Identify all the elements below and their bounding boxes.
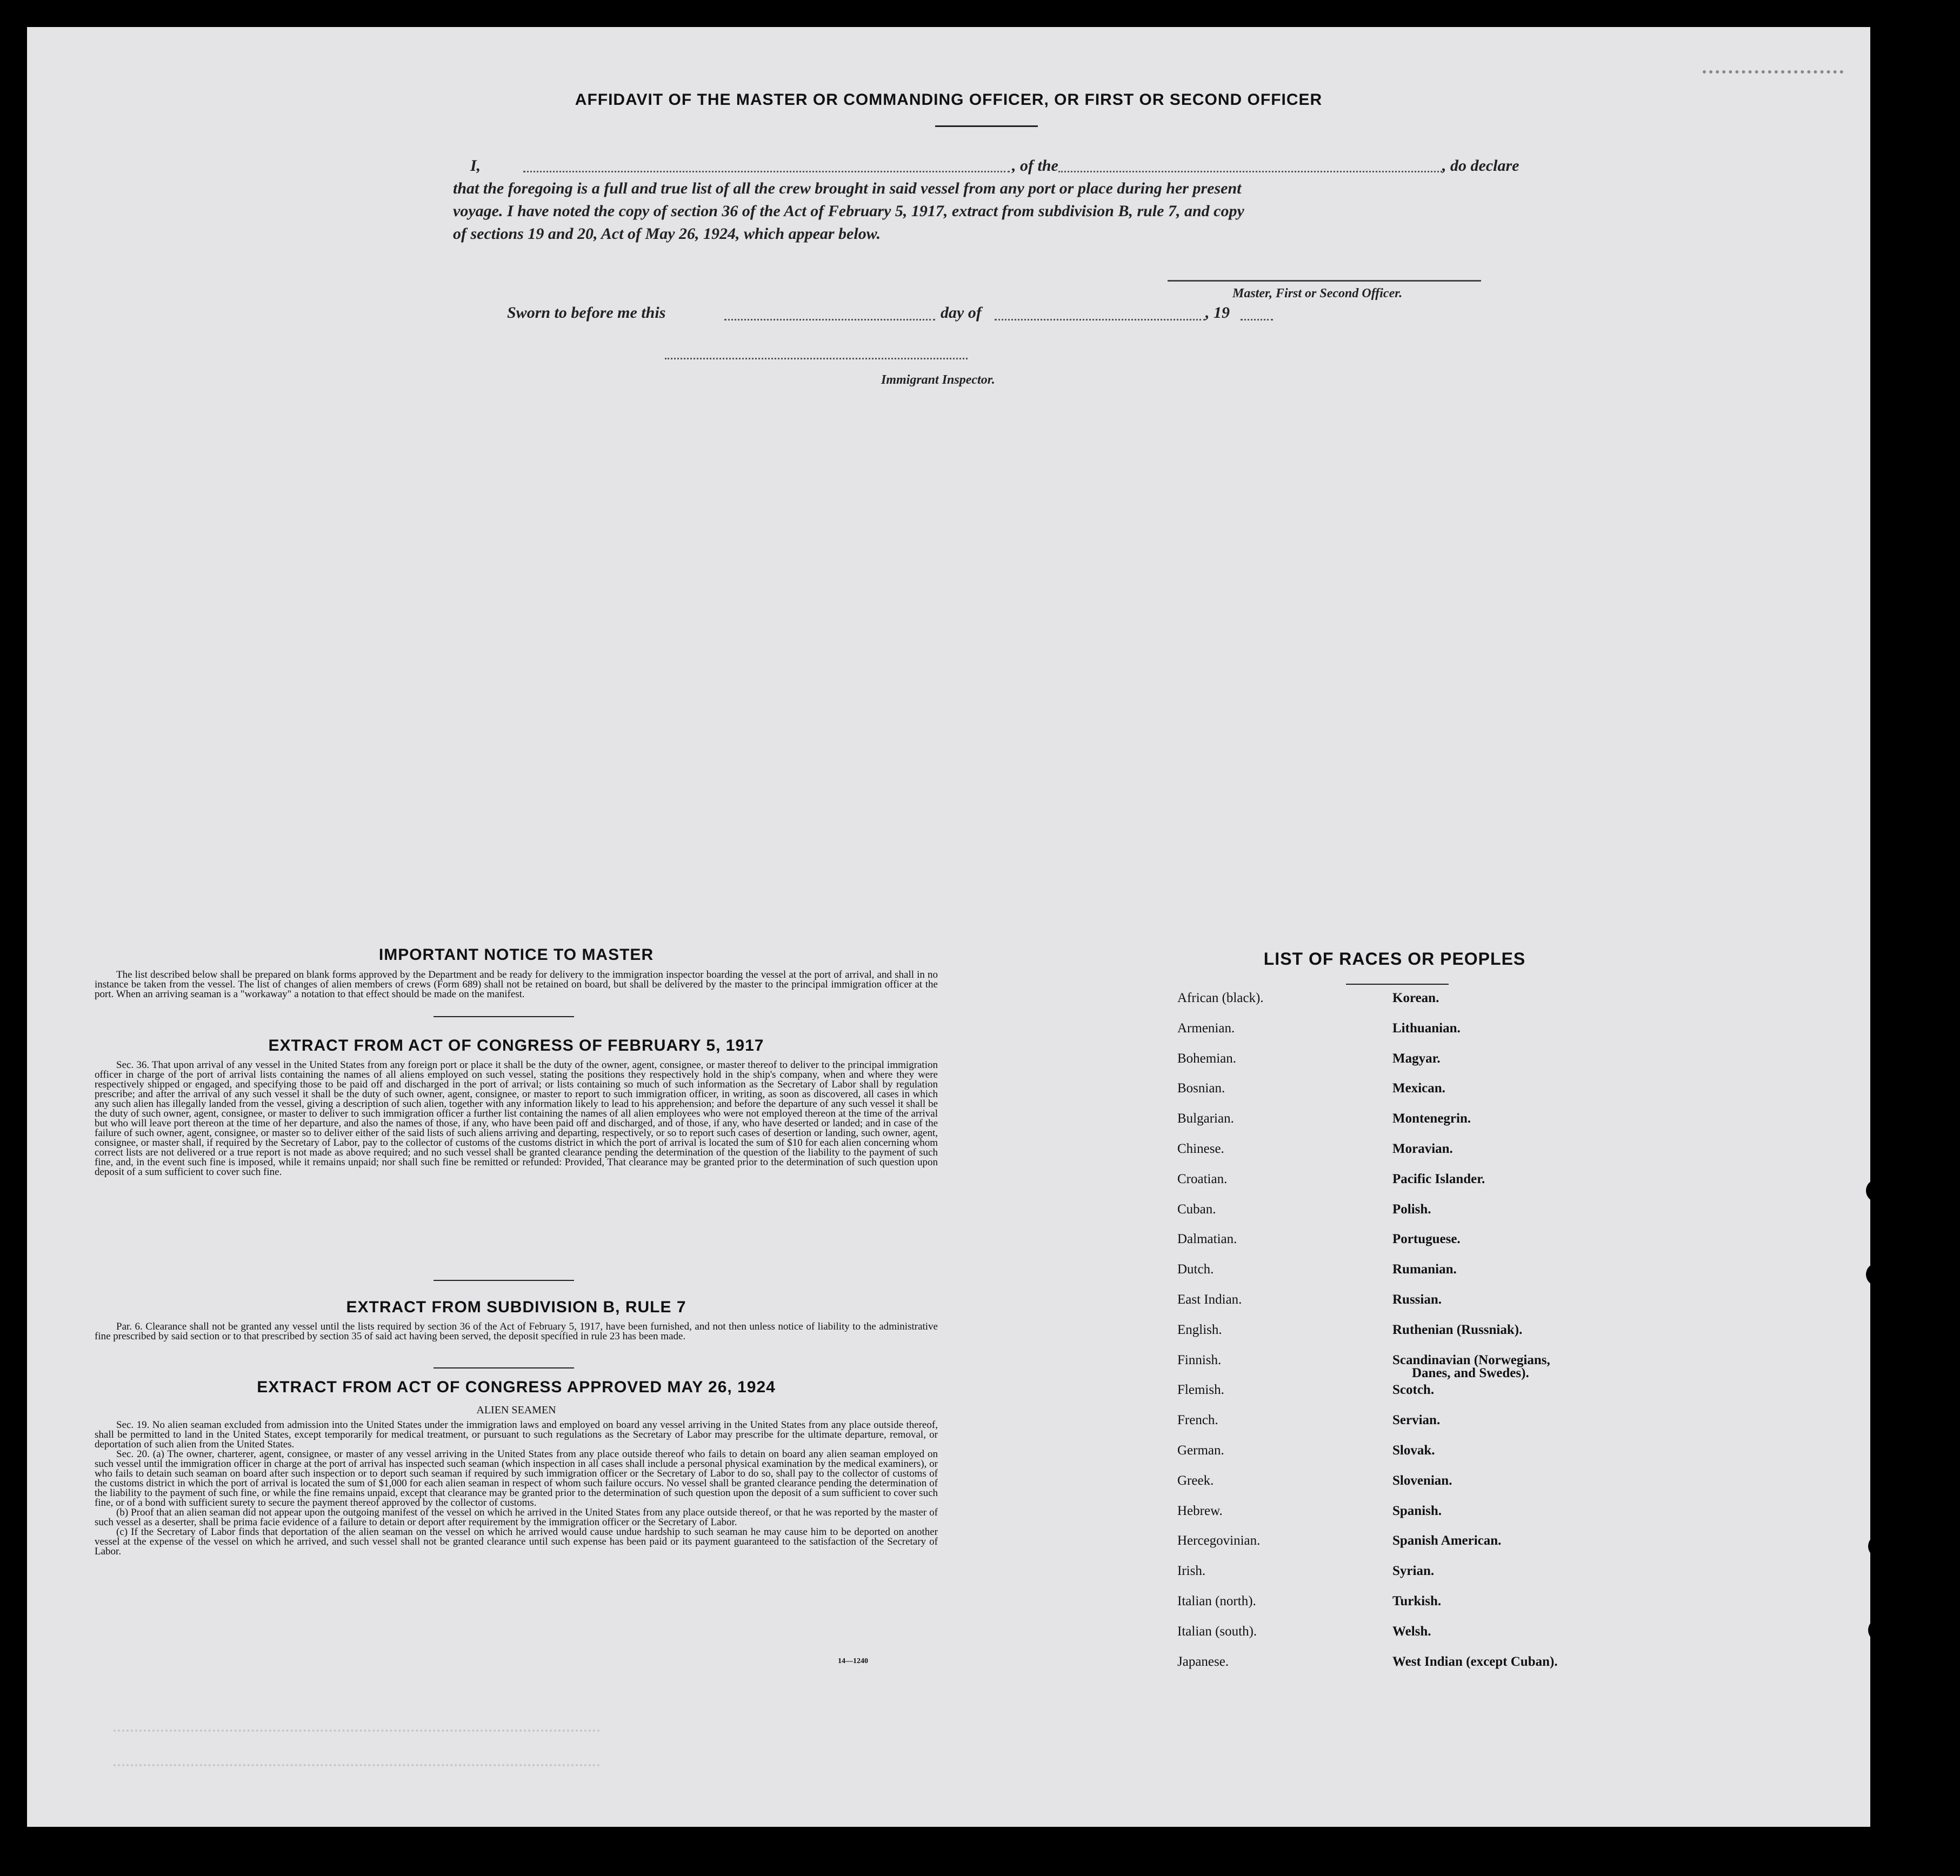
race-item: Welsh.	[1392, 1624, 1431, 1639]
race-item: Italian (north).	[1177, 1593, 1256, 1608]
extract-1917-title: EXTRACT FROM ACT OF CONGRESS OF FEBRUARY 5, 1917	[268, 1037, 764, 1054]
extract-1924-title: EXTRACT FROM ACT OF CONGRESS APPROVED MAY 26, 1924	[257, 1378, 776, 1396]
race-item: Rumanian.	[1392, 1262, 1457, 1277]
sworn-year-label: , 19	[1205, 304, 1230, 322]
bleed-through-mark	[114, 1730, 600, 1766]
race-item: Italian (south).	[1177, 1624, 1257, 1639]
sec-20b-paragraph: (b) Proof that an alien seaman did not appear upon the outgoing manifest of the vessel on which he arrived in the United States from any place outside thereof, or that he was reported by the master of such vessel as a deserter, shall be prima facie evidence of a failure to detain or deport after requirement by the immigration officer or the Secretary of Labor.	[95, 1507, 938, 1528]
race-item: German.	[1177, 1443, 1224, 1458]
master-signature-line[interactable]	[1168, 280, 1481, 282]
race-item: Spanish.	[1392, 1503, 1442, 1518]
extract-1924-text	[95, 1420, 938, 1557]
race-item: Chinese.	[1177, 1141, 1224, 1156]
race-item: Portuguese.	[1392, 1232, 1461, 1247]
race-item: Bosnian.	[1177, 1081, 1225, 1096]
sec-20a-paragraph: Sec. 20. (a) The owner, charterer, agent, consignee, or master of any vessel arriving in the United States from any place outside thereof who fails to detain on board any alien seaman employed on such vessel until the immigration officer in charge at the port of arrival has inspected such seaman (which inspection in all cases shall include a personal physical examination by the medical examiners), or who fails to detain such seaman on board after such inspection or to deport such seaman if required by such immigration officer or the Secretary of Labor to do so, shall pay to the collector of customs of the customs district in which the port of arrival is located the sum of $1,000 for each alien seaman in respect of whom such failure occurs. No vessel shall be granted clearance pending the determination of the liability to the payment of such fine, or while the fine remains unpaid, except that clearance may be granted prior to the determination of such question upon the deposit of a sum sufficient to cover such fine, or of a bond with sufficient surety to secure the payment thereof approved by the collector of customs.	[95, 1448, 938, 1508]
races-left-column	[1177, 990, 1264, 1684]
race-item: Ruthenian (Russniak).	[1392, 1322, 1523, 1337]
punch-hole	[1877, 314, 1899, 337]
punch-hole	[1866, 1179, 1889, 1202]
races-title: LIST OF RACES OR PEOPLES	[1263, 949, 1526, 969]
notice-paragraph: The list described below shall be prepared on blank forms approved by the Department and be ready for delivery to the immigration inspector boarding the vessel at the port of arrival, and shall in no instance be taken from the vessel. The list of changes of alien members of crews (Form 689) shall not be retained on board, but shall be delivered by the master to the principal immigration officer at the port. When an arriving seaman is a "workaway" a notation to that effect should be made on the manifest.	[95, 969, 938, 1000]
race-item: Scandinavian (Norwegians, Danes, and Swedes).	[1392, 1352, 1550, 1380]
race-item: Hebrew.	[1177, 1503, 1223, 1518]
race-item: English.	[1177, 1322, 1222, 1337]
par-6-paragraph: Par. 6. Clearance shall not be granted any vessel until the lists required by section 36 of the Act of February 5, 1917, have been furnished, and not then unless notice of liability to the administrative fine prescribed by said section or to that prescribed by section 35 of said act having been served, the deposit specified in rule 23 has been made.	[95, 1321, 938, 1342]
races-right-column	[1392, 990, 1558, 1684]
race-item: Greek.	[1177, 1473, 1214, 1488]
affidavit-line-2: that the foregoing is a full and true list of all the crew brought in said vessel from any port or place during her present	[453, 179, 1242, 197]
race-item: West Indian (except Cuban).	[1392, 1654, 1558, 1669]
sworn-day-of-label: day of	[941, 304, 982, 322]
master-signature-label: Master, First or Second Officer.	[1232, 286, 1403, 301]
extract-rule7-rule	[434, 1367, 574, 1368]
race-item: Bulgarian.	[1177, 1111, 1234, 1126]
race-item: Korean.	[1392, 991, 1439, 1005]
race-item: Servian.	[1392, 1413, 1441, 1428]
punch-hole	[1872, 672, 1895, 695]
race-item: Slovenian.	[1392, 1473, 1452, 1488]
master-name-field[interactable]	[523, 171, 1010, 172]
race-item: East Indian.	[1177, 1292, 1242, 1307]
punch-hole	[1877, 230, 1899, 253]
race-item-continuation: Danes, and Swedes).	[1412, 1365, 1529, 1380]
notice-title: IMPORTANT NOTICE TO MASTER	[378, 946, 654, 964]
race-item: African (black).	[1177, 991, 1264, 1005]
extract-rule7-text	[95, 1322, 938, 1341]
race-item: Russian.	[1392, 1292, 1442, 1307]
race-item: Finnish.	[1177, 1352, 1222, 1367]
punch-hole	[1866, 1263, 1889, 1286]
race-item: Pacific Islander.	[1392, 1171, 1485, 1186]
extract-1917-rule	[434, 1280, 574, 1281]
vessel-name-field[interactable]	[1058, 171, 1442, 172]
sworn-year-field[interactable]	[1241, 319, 1273, 321]
race-item: Armenian.	[1177, 1020, 1235, 1036]
race-item: Japanese.	[1177, 1654, 1229, 1669]
section-36-paragraph: Sec. 36. That upon arrival of any vessel in the United States from any foreign port or place it shall be the duty of the owner, agent, consignee, or master thereof to deliver to the principal immigration officer in charge of the port of arrival lists containing the names of all aliens employed on such vessel, stating the positions they respectively hold in the ship's company, when and where they were respectively shipped or engaged, and specifying those to be paid off and discharged in the port of arrival; or lists containing so much of such information as the Secretary of Labor shall by regulation prescribe; and after the arrival of any such vessel it shall be the duty of such owner, agent, consignee, or master to report to such immigration officer, in writing, as soon as discovered, all cases in which any such alien has illegally landed from the vessel, giving a description of such alien, together with any information likely to lead to his apprehension; and before the departure of any such vessel it shall be the duty of such owner, agent, consignee, or master to deliver to such immigration officer a further list containing the names of all alien employees who were not employed thereon at the time of the arrival but who will leave port thereon at the time of her departure, and also the names of those, if any, who have been paid off and discharged, and of those, if any, who have deserted or landed; and in case of the failure of such owner, agent, consignee, or master so to deliver either of the said lists of such aliens arriving and departing, respectively, or so to report such cases of desertion or landing, such owner, agent, consignee, or master shall, if required by the Secretary of Labor, pay to the collector of customs of the customs district in which the port of arrival is located the sum of $10 for each alien concerning whom correct lists are not delivered or a true report is not made as above required; and no such vessel shall be granted clearance pending the determination of the question of the liability to the payment of such fine, and, in the event such fine is imposed, while it remains unpaid; nor shall such fine be remitted or refunded: Provided, That clearance may be granted prior to the determination of such question upon deposit of a sum sufficient to cover such fine.	[95, 1059, 938, 1178]
affidavit-line-4: of sections 19 and 20, Act of May 26, 1924, which appear below.	[453, 225, 881, 243]
extract-1917-text	[95, 1060, 938, 1177]
race-item: Hercegovinian.	[1177, 1533, 1261, 1548]
races-title-rule	[1346, 984, 1449, 985]
race-item: Magyar.	[1392, 1051, 1441, 1066]
affidavit-line-3: voyage. I have noted the copy of section 36 of the Act of February 5, 1917, extract from subdivision B, rule 7, and copy	[453, 202, 1244, 220]
race-item: Montenegrin.	[1392, 1111, 1471, 1126]
race-item: Irish.	[1177, 1564, 1206, 1579]
race-item: Slovak.	[1392, 1443, 1435, 1458]
race-item: Mexican.	[1392, 1081, 1445, 1096]
race-item: Bohemian.	[1177, 1051, 1237, 1066]
extract-rule7-title: EXTRACT FROM SUBDIVISION B, RULE 7	[346, 1298, 686, 1316]
race-item: Lithuanian.	[1392, 1020, 1461, 1036]
race-item: Cuban.	[1177, 1201, 1216, 1217]
affidavit-title: AFFIDAVIT OF THE MASTER OR COMMANDING OFFICER, OR FIRST OR SECOND OFFICER	[575, 91, 1323, 109]
affidavit-of-the-label: , of the	[1012, 157, 1058, 175]
bleed-through-mark	[1703, 70, 1843, 88]
race-item: Dalmatian.	[1177, 1232, 1237, 1247]
inspector-signature-line[interactable]	[665, 358, 968, 359]
alien-seamen-subtitle: ALIEN SEAMEN	[476, 1404, 556, 1416]
race-item: Spanish American.	[1392, 1533, 1502, 1548]
sworn-day-field[interactable]	[724, 319, 935, 321]
sworn-label: Sworn to before me this	[507, 304, 666, 322]
notice-text	[95, 970, 938, 999]
sworn-month-field[interactable]	[995, 319, 1205, 321]
race-item: Syrian.	[1392, 1564, 1435, 1579]
race-item: Croatian.	[1177, 1171, 1228, 1186]
notice-rule	[434, 1016, 574, 1017]
race-item: Flemish.	[1177, 1383, 1224, 1398]
race-item: Turkish.	[1392, 1593, 1442, 1608]
race-item: Scotch.	[1392, 1383, 1435, 1398]
punch-hole	[1868, 1619, 1891, 1641]
affidavit-title-rule	[935, 125, 1038, 127]
race-item: Dutch.	[1177, 1262, 1214, 1277]
punch-hole	[1868, 1535, 1891, 1558]
race-item: Polish.	[1392, 1201, 1431, 1217]
punch-hole	[1872, 588, 1895, 611]
inspector-label: Immigrant Inspector.	[881, 373, 995, 387]
form-number: 14—1240	[838, 1657, 868, 1665]
document-page	[27, 27, 1870, 1827]
race-item: French.	[1177, 1413, 1218, 1428]
affidavit-declare-label: , do declare	[1442, 157, 1519, 175]
sec-20c-paragraph: (c) If the Secretary of Labor finds that deportation of the alien seaman on the vessel on which he arrived would cause undue hardship to such seaman he may cause him to be deported on another vessel at the expense of the vessel on which he arrived, and such vessel shall not be granted clearance until such expense has been paid or its payment guaranteed to the satisfaction of the Secretary of Labor.	[95, 1526, 938, 1557]
sec-19-paragraph: Sec. 19. No alien seaman excluded from admission into the United States under the immigration laws and employed on board any vessel arriving in the United States from any place outside thereof, shall be permitted to land in the United States, except temporarily for medical treatment, or pursuant to such regulations as the Secretary of Labor may prescribe for the ultimate departure, removal, or deportation of such alien from the United States.	[95, 1419, 938, 1450]
race-item: Moravian.	[1392, 1141, 1453, 1156]
affidavit-i-label: I,	[470, 157, 481, 175]
